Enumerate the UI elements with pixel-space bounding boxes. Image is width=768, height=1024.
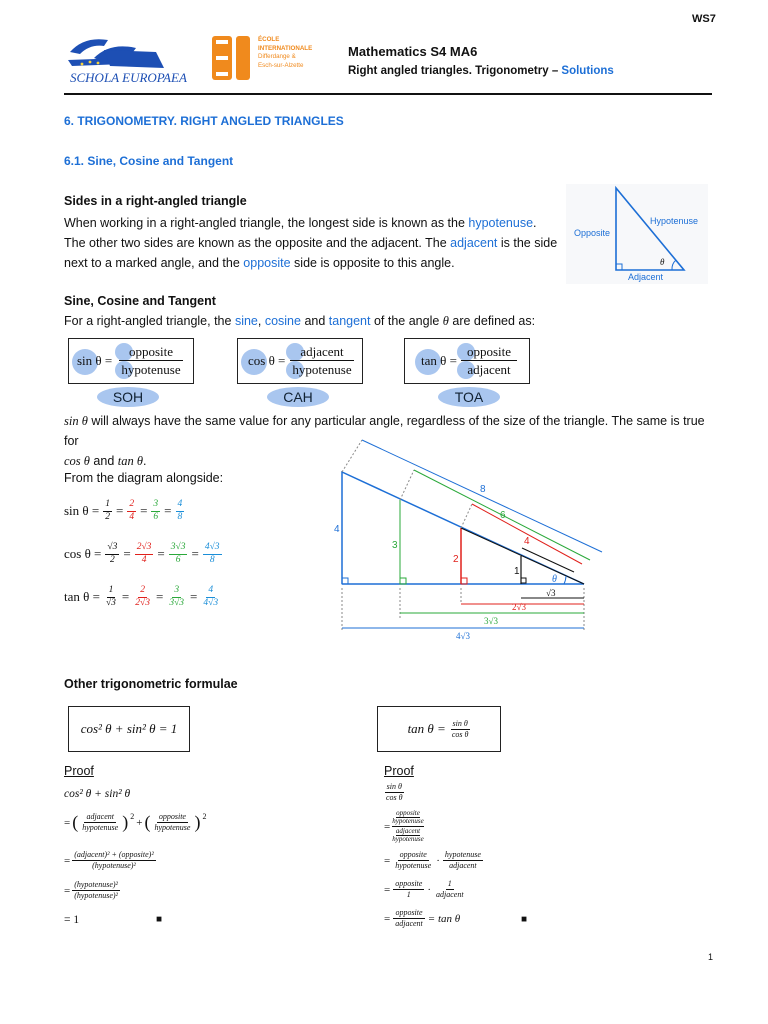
cah-label: CAH (267, 387, 329, 407)
tan-def-num: opposite (461, 344, 517, 361)
left-proof-line2: = ( $\frac{\text{adjacent}}{\text{hypotenuse}}$ ) $^2$ + ( $\frac{\text{opposite}}{\text{hypotenuse}}$ ) $^2$ (64, 812, 207, 832)
tan-row: tan θ = $\frac{1}{√3}$ = $\frac{2}{2√3}$ = $\frac{3}{3√3}$ = $\frac{4}{4√3}$ (64, 585, 219, 608)
tan-definition-box (404, 338, 530, 384)
sin-def-den: hypotenuse (121, 362, 181, 377)
tan-def-label: tan θ = (421, 353, 457, 368)
svg-text:Adjacent: Adjacent (628, 272, 664, 282)
svg-text:3√3: 3√3 (484, 616, 498, 626)
worksheet-code: WS7 (692, 13, 716, 25)
svg-text:SCHOLA EUROPAEA: SCHOLA EUROPAEA (70, 70, 187, 85)
sct-intro: For a right-angled triangle, the sine, cosine and tangent of the angle θ are defined as: (64, 314, 536, 328)
cos-def-num: adjacent (290, 344, 354, 361)
left-proof-line3: = $\frac{\text{(adjacent)² + (opposite)²}}{\text{(hypotenuse)²}}$ (64, 850, 154, 870)
left-proof-line4: = $\frac{\text{(hypotenuse)²}}{\text{(hypotenuse)²}}$ (64, 880, 118, 900)
left-qed: ■ (156, 914, 163, 925)
sin-definition-box (68, 338, 194, 384)
proof-left-heading: Proof (64, 764, 94, 778)
solutions-label: Solutions (561, 65, 614, 77)
sin-def-num: opposite (119, 344, 183, 361)
svg-text:θ: θ (660, 257, 665, 267)
svg-text:√3: √3 (546, 588, 556, 598)
schola-logo-icon (64, 30, 214, 86)
svg-text:3: 3 (392, 540, 398, 551)
tan-def-den: adjacent (467, 362, 511, 377)
cos-label: cos θ = (64, 546, 102, 561)
right-proof-line5: = $\frac{\text{opposite}}{\text{adjacent}}$ = tan θ (384, 908, 461, 928)
similar-triangles-diagram (326, 432, 616, 644)
sides-title: Sides in a right-angled triangle (64, 194, 247, 208)
cos-row: cos θ = $\frac{√3}{2}$ = $\frac{2√3}{4}$ = $\frac{3√3}{6}$ = $\frac{4√3}{8}$ (64, 542, 220, 565)
doc-title: Mathematics S4 MA6 (348, 44, 478, 59)
sides-figure (566, 184, 708, 284)
sct-title: Sine, Cosine and Tangent (64, 294, 216, 308)
soh-label: SOH (97, 387, 159, 407)
pythagorean-identity-box: cos² θ + sin² θ = 1 (68, 706, 190, 752)
left-proof-line1: cos² θ + sin² θ (64, 788, 131, 800)
section-heading: 6. TRIGONOMETRY. RIGHT ANGLED TRIANGLES (64, 114, 344, 128)
svg-text:Hypotenuse: Hypotenuse (650, 216, 699, 226)
sin-def-label: sin θ = (77, 353, 113, 368)
header-divider (64, 93, 712, 95)
ecole-internationale-logo (212, 36, 322, 84)
toa-label: TOA (438, 387, 500, 407)
svg-text:4: 4 (334, 524, 340, 535)
other-formulae-title: Other trigonometric formulae (64, 677, 238, 691)
sides-paragraph: When working in a right-angled triangle, the longest side is known as the hypotenuse. The other two sides are known as the opposite and the adjacent. The adjacent is the side next to a marked angle, and the opposite side is opposite to this angle. (64, 216, 558, 270)
left-proof-line5: = 1 (64, 914, 80, 926)
cos-def-den: hypotenuse (292, 362, 352, 377)
cos-definition-box (237, 338, 363, 384)
sct-note: sin θ will always have the same value for any particular angle, regardless of the size of the triangle. The same is true for cos θ and tan θ. (64, 414, 705, 468)
svg-text:8: 8 (480, 484, 486, 495)
right-qed: ■ (521, 914, 528, 925)
ei-line-2: INTERNATIONALE (258, 44, 313, 52)
right-proof-line4: = $\frac{\text{opposite}}{1}$ · $\frac{1}{\text{adjacent}}$ (384, 879, 464, 899)
svg-text:6: 6 (500, 510, 506, 521)
svg-text:1: 1 (514, 566, 520, 577)
ei-logo-icon (212, 36, 254, 80)
right-proof-line1: $\frac{\text{sin θ}}{\text{cos θ}}$ (386, 782, 403, 802)
proof-right-heading: Proof (384, 764, 414, 778)
svg-text:θ: θ (552, 574, 557, 585)
schola-europaea-logo (64, 30, 214, 86)
subsection-heading: 6.1. Sine, Cosine and Tangent (64, 154, 234, 168)
svg-text:4√3: 4√3 (456, 631, 470, 641)
svg-text:2: 2 (453, 554, 459, 565)
right-proof-line3: = $\frac{\text{opposite}}{\text{hypotenuse}}$ · $\frac{\text{hypotenuse}}{\text{adjacent}}$ (384, 850, 481, 870)
page-number: 1 (708, 952, 714, 962)
svg-text:Opposite: Opposite (574, 228, 611, 238)
example-intro: From the diagram alongside: (64, 471, 224, 485)
ei-line-1: ÉCOLE (258, 36, 280, 43)
svg-text:4: 4 (524, 536, 530, 547)
tan-identity-box: tan θ = $\frac{\text{sin θ}}{\text{cos θ}}$ (377, 706, 501, 752)
right-proof-line2: = opposite hypotenuse adjacent hypotenuse (384, 809, 424, 843)
ei-line-4: Esch-sur-Alzette (258, 61, 304, 69)
tan-label: tan θ = (64, 589, 100, 604)
sin-row: sin θ = $\frac{1}{2}$ = $\frac{2}{4}$ = $\frac{3}{6}$ = $\frac{4}{8}$ (64, 499, 183, 522)
doc-subtitle: Right angled triangles. Trigonometry – Solutions (348, 65, 614, 77)
sin-label: sin θ = (64, 503, 100, 518)
cos-def-label: cos θ = (248, 353, 286, 368)
ei-line-3: Differdange & (258, 53, 296, 60)
svg-text:2√3: 2√3 (512, 602, 526, 612)
